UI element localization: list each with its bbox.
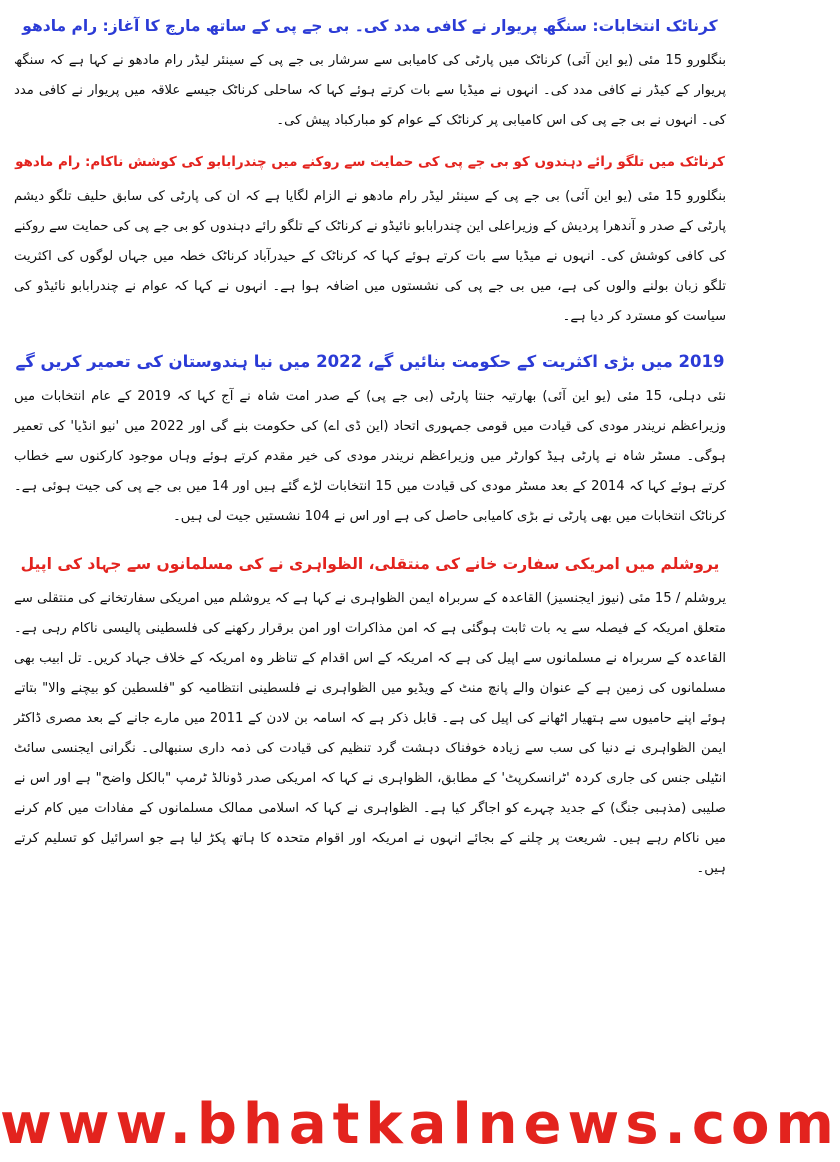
article-headline: کرناٹک انتخابات: سنگھ پریوار نے کافی مدد کی۔ بی جے پی کے ساتھ مارچ کا آغاز: رام مادھو (22, 17, 718, 35)
article-jerusalem-embassy (14, 544, 726, 884)
article-body: بنگلورو 15 مئی (یو این آئی) بی جے پی کے سینئر لیڈر رام مادھو نے الزام لگایا ہے کہ ان کی پارٹی کی سابق حلیف تلگو دیشم پارٹی کے صدر و آندھرا پردیش کے وزیراعلی این چندرابابو نائیڈو نے کرناٹک کے تلگو رائے دہندوں کو بی جے پی کی حمایت سے روکنے کی کافی کوشش کی۔ انہوں نے میڈیا سے بات کرتے ہوئے کہا کہ کرناٹک کے حیدرآباد کرناٹک خطہ میں جہاں لوگوں کی اکثریت تلگو زبان بولنے والوں کی ہے، میں بی جے پی کی نشستوں میں اضافہ ہوا ہے۔ انہوں نے کہا کہ عوام نے چندرابابو نائیڈو کی سیاست کو مسترد کر دیا ہے۔ (14, 189, 726, 324)
article-amit-shah (14, 342, 726, 532)
website-url[interactable]: www.bhatkalnews.com (0, 1092, 840, 1157)
article-telugu-voters (14, 142, 726, 332)
article-headline: کرناٹک میں تلگو رائے دہندوں کو بی جے پی کی حمایت سے روکنے میں چندرابابو کی کوشش ناکام: رام مادھو (15, 154, 725, 170)
article-karnataka-sangh (14, 6, 726, 136)
article-body: نئی دہلی، 15 مئی (یو این آئی) بھارتیہ جنتا پارٹی (بی جے پی) کے صدر امت شاہ نے آج کہا کہ 2019 کے عام انتخابات میں وزیراعظم نریندر مودی کی قیادت میں قومی جمہوری اتحاد (این ڈی اے) کی حکومت بنے گی اور 2022 میں 'نیو انڈیا' کی تعمیر ہوگی۔ مسٹر شاہ نے پارٹی ہیڈ کوارٹر میں وزیراعظم نریندر مودی کی خیر مقدم کرتے ہوئے وہاں موجود کارکنوں سے خطاب کرتے ہوئے کہا کہ 2014 کے بعد مسٹر مودی کی قیادت میں 15 انتخابات لڑے گئے ہیں اور 14 میں بی جے پی کی جیت ہوئی ہے۔ کرناٹک انتخابات میں بھی پارٹی نے بڑی کامیابی حاصل کی ہے اور اس نے 104 نشستیں جیت لی ہیں۔ (14, 389, 726, 524)
article-headline: یروشلم میں امریکی سفارت خانے کی منتقلی، الظواہری نے کی مسلمانوں سے جہاد کی اپیل (20, 555, 720, 573)
article-body: یروشلم / 15 مئی (نیوز ایجنسیز) القاعدہ کے سربراہ ایمن الظواہری نے کہا ہے کہ یروشلم میں امریکی سفارتخانے کی منتقلی سے متعلق امریکہ کے فیصلہ سے یہ بات ثابت ہوگئی ہے کہ امن مذاکرات اور امن برقرار رکھنے کی فلسطینی پالیسی ناکام رہی ہے۔ القاعدہ کے سربراہ نے مسلمانوں سے اپیل کی ہے کہ امریکہ کے اس اقدام کے تناظر وہ امریکہ کے خلاف جہاد کریں۔ تل ابیب بھی مسلمانوں کی زمین ہے کے عنوان والے پانچ منٹ کے ویڈیو میں الظواہری نے فلسطینی انتظامیہ کو "فلسطین کو بیچنے والا" بتاتے ہوئے اپنے حامیوں سے ہتھیار اٹھانے کی اپیل کی ہے۔ قابل ذکر ہے کہ اسامہ بن لادن کے 2011 میں مارے جانے کے بعد مصری ڈاکٹر ایمن الظواہری نے دنیا کی سب سے زیادہ خوفناک دہشت گرد تنظیم کی قیادت کی ذمہ داری سنبھالی۔ نگرانی ایجنسی سائٹ انٹیلی جنس کی جاری کردہ 'ٹرانسکرپٹ' کے مطابق، الظواہری نے کہا کہ امریکی صدر ڈونالڈ ٹرمپ "بالکل واضح" ہے اور اس نے صلیبی (مذہبی جنگ) کے جدید چہرے کو اجاگر کیا ہے۔ الظواہری نے کہا کہ اسلامی ممالک مسلمانوں کے مفادات میں کام کرنے میں ناکام رہے ہیں۔ شریعت پر چلنے کے بجائے انہوں نے امریکہ اور اقوام متحدہ کا ہاتھ پکڑ لیا ہے جو اسرائیل کو تسلیم کرتے ہیں۔ (14, 591, 726, 876)
article-headline: 2019 میں بڑی اکثریت کے حکومت بنائیں گے، 2022 میں نیا ہندوستان کی تعمیر کریں گے (15, 352, 725, 371)
article-body: بنگلورو 15 مئی (یو این آئی) کرناٹک میں پارٹی کی کامیابی سے سرشار بی جے پی کے سینئر لیڈر رام مادھو نے کہا ہے کہ سنگھ پریوار کے کیڈر نے کافی مدد کی۔ انہوں نے میڈیا سے بات کرتے ہوئے کہا کہ ساحلی کرناٹک جیسے علاقہ میں پریوار نے کافی مدد کی۔ انہوں نے بی جے پی کی اس کامیابی پر کرناٹک کے عوام کو مبارکباد پیش کی۔ (14, 53, 726, 128)
footer-banner (0, 1088, 840, 1162)
